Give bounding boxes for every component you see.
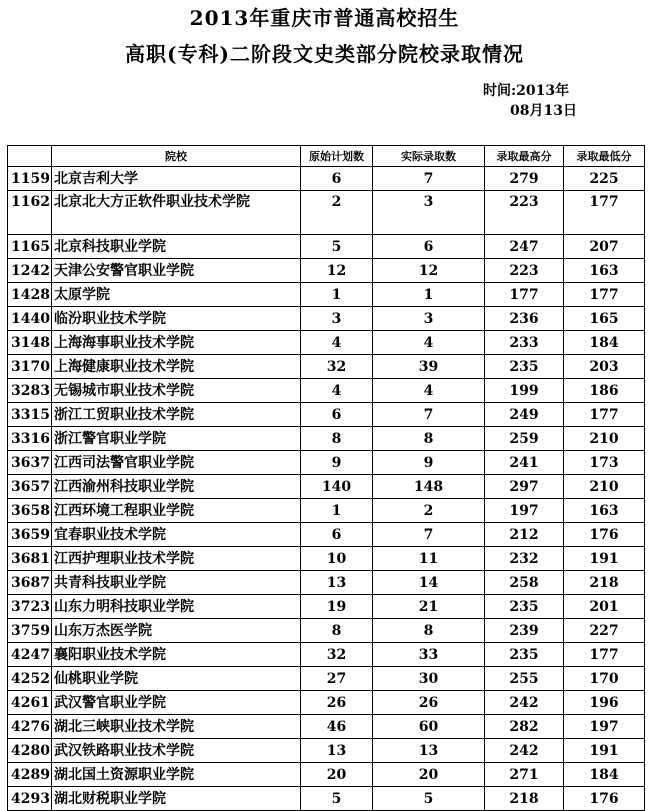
- school-code: 1242: [8, 259, 52, 283]
- school-code: 4293: [8, 787, 52, 811]
- max-score: 241: [485, 451, 564, 475]
- max-score: 197: [485, 499, 564, 523]
- school-code: 3283: [8, 379, 52, 403]
- min-score: 197: [564, 715, 645, 739]
- max-score: 233: [485, 331, 564, 355]
- planned-count: 20: [301, 763, 373, 787]
- school-code: 4261: [8, 691, 52, 715]
- school-name: 北京科技职业学院: [52, 235, 301, 259]
- school-code: 1162: [8, 191, 52, 235]
- planned-count: 26: [301, 691, 373, 715]
- max-score: 236: [485, 307, 564, 331]
- school-code: 3681: [8, 547, 52, 571]
- min-score: 173: [564, 451, 645, 475]
- min-score: 201: [564, 595, 645, 619]
- school-code: 3637: [8, 451, 52, 475]
- table-row: [8, 331, 645, 355]
- min-score: 184: [564, 763, 645, 787]
- school-name: 北京吉利大学: [52, 167, 301, 191]
- table-row: [8, 403, 645, 427]
- page-subtitle: 高职(专科)二阶段文史类部分院校录取情况: [125, 42, 524, 66]
- table-row: [8, 787, 645, 811]
- table-row: [8, 191, 645, 235]
- min-score: 163: [564, 499, 645, 523]
- school-code: 4252: [8, 667, 52, 691]
- school-code: 3148: [8, 331, 52, 355]
- min-score: 165: [564, 307, 645, 331]
- school-name: 上海健康职业技术学院: [52, 355, 301, 379]
- table-row: [8, 235, 645, 259]
- date-value: 08月13日: [510, 103, 577, 119]
- min-score: 225: [564, 167, 645, 191]
- planned-count: 32: [301, 355, 373, 379]
- admitted-count: 6: [373, 235, 485, 259]
- planned-count: 1: [301, 499, 373, 523]
- admitted-count: 4: [373, 331, 485, 355]
- admitted-count: 9: [373, 451, 485, 475]
- header-school: 院校: [52, 146, 301, 167]
- table-row: [8, 643, 645, 667]
- school-code: 4247: [8, 643, 52, 667]
- planned-count: 2: [301, 191, 373, 235]
- school-code: 3659: [8, 523, 52, 547]
- table-row: [8, 595, 645, 619]
- school-code: 3759: [8, 619, 52, 643]
- school-name: 北京北大方正软件职业技术学院: [52, 191, 301, 235]
- school-name: 上海海事职业技术学院: [52, 331, 301, 355]
- school-name: 仙桃职业学院: [52, 667, 301, 691]
- table-row: [8, 379, 645, 403]
- admitted-count: 7: [373, 403, 485, 427]
- planned-count: 4: [301, 379, 373, 403]
- admission-table: [7, 145, 645, 811]
- max-score: 271: [485, 763, 564, 787]
- planned-count: 46: [301, 715, 373, 739]
- min-score: 177: [564, 643, 645, 667]
- max-score: 212: [485, 523, 564, 547]
- school-name: 临汾职业技术学院: [52, 307, 301, 331]
- school-name: 湖北财税职业学院: [52, 787, 301, 811]
- max-score: 218: [485, 787, 564, 811]
- school-name: 江西渝州科技职业学院: [52, 475, 301, 499]
- admitted-count: 30: [373, 667, 485, 691]
- table-row: [8, 355, 645, 379]
- max-score: 242: [485, 691, 564, 715]
- planned-count: 13: [301, 739, 373, 763]
- max-score: 199: [485, 379, 564, 403]
- school-code: 3316: [8, 427, 52, 451]
- planned-count: 5: [301, 235, 373, 259]
- school-name: 宜春职业技术学院: [52, 523, 301, 547]
- school-name: 江西司法警官职业学院: [52, 451, 301, 475]
- admitted-count: 7: [373, 523, 485, 547]
- max-score: 279: [485, 167, 564, 191]
- school-code: 4289: [8, 763, 52, 787]
- min-score: 191: [564, 739, 645, 763]
- school-code: 3315: [8, 403, 52, 427]
- admitted-count: 13: [373, 739, 485, 763]
- min-score: 177: [564, 403, 645, 427]
- admitted-count: 11: [373, 547, 485, 571]
- school-name: 湖北国土资源职业学院: [52, 763, 301, 787]
- header-max-score: 录取最高分: [485, 146, 564, 167]
- max-score: 282: [485, 715, 564, 739]
- min-score: 210: [564, 427, 645, 451]
- school-name: 共青科技职业学院: [52, 571, 301, 595]
- table-row: [8, 547, 645, 571]
- min-score: 184: [564, 331, 645, 355]
- min-score: 176: [564, 787, 645, 811]
- admitted-count: 20: [373, 763, 485, 787]
- max-score: 235: [485, 355, 564, 379]
- min-score: 177: [564, 191, 645, 235]
- admitted-count: 8: [373, 619, 485, 643]
- table-row: [8, 499, 645, 523]
- table-row: [8, 475, 645, 499]
- school-code: 1440: [8, 307, 52, 331]
- school-code: 3658: [8, 499, 52, 523]
- table-row: [8, 167, 645, 191]
- max-score: 223: [485, 259, 564, 283]
- max-score: 223: [485, 191, 564, 235]
- table-row: [8, 763, 645, 787]
- school-name: 无锡城市职业技术学院: [52, 379, 301, 403]
- max-score: 247: [485, 235, 564, 259]
- planned-count: 6: [301, 403, 373, 427]
- table-row: [8, 451, 645, 475]
- page-title: 2013年重庆市普通高校招生: [189, 6, 460, 30]
- max-score: 232: [485, 547, 564, 571]
- school-code: 3723: [8, 595, 52, 619]
- max-score: 255: [485, 667, 564, 691]
- planned-count: 9: [301, 451, 373, 475]
- admitted-count: 21: [373, 595, 485, 619]
- table-row: [8, 667, 645, 691]
- table-row: [8, 427, 645, 451]
- max-score: 235: [485, 643, 564, 667]
- school-code: 1428: [8, 283, 52, 307]
- admitted-count: 39: [373, 355, 485, 379]
- planned-count: 1: [301, 283, 373, 307]
- planned-count: 32: [301, 643, 373, 667]
- min-score: 163: [564, 259, 645, 283]
- school-name: 武汉警官职业学院: [52, 691, 301, 715]
- table-row: [8, 691, 645, 715]
- school-code: 1165: [8, 235, 52, 259]
- max-score: 249: [485, 403, 564, 427]
- admitted-count: 60: [373, 715, 485, 739]
- min-score: 227: [564, 619, 645, 643]
- planned-count: 6: [301, 523, 373, 547]
- school-name: 湖北三峡职业技术学院: [52, 715, 301, 739]
- max-score: 242: [485, 739, 564, 763]
- admitted-count: 7: [373, 167, 485, 191]
- school-code: 4276: [8, 715, 52, 739]
- admitted-count: 12: [373, 259, 485, 283]
- planned-count: 3: [301, 307, 373, 331]
- max-score: 235: [485, 595, 564, 619]
- table-row: [8, 619, 645, 643]
- school-code: 3170: [8, 355, 52, 379]
- school-code: 3687: [8, 571, 52, 595]
- min-score: 218: [564, 571, 645, 595]
- min-score: 170: [564, 667, 645, 691]
- school-name: 武汉铁路职业技术学院: [52, 739, 301, 763]
- school-name: 山东万杰医学院: [52, 619, 301, 643]
- admitted-count: 1: [373, 283, 485, 307]
- school-name: 襄阳职业技术学院: [52, 643, 301, 667]
- min-score: 207: [564, 235, 645, 259]
- max-score: 177: [485, 283, 564, 307]
- school-code: 3657: [8, 475, 52, 499]
- header-code: [8, 146, 52, 167]
- planned-count: 8: [301, 619, 373, 643]
- school-name: 浙江工贸职业技术学院: [52, 403, 301, 427]
- admitted-count: 5: [373, 787, 485, 811]
- header-admitted: 实际录取数: [373, 146, 485, 167]
- admitted-count: 26: [373, 691, 485, 715]
- school-name: 江西护理职业技术学院: [52, 547, 301, 571]
- school-code: 4280: [8, 739, 52, 763]
- table-row: [8, 307, 645, 331]
- admitted-count: 3: [373, 307, 485, 331]
- min-score: 203: [564, 355, 645, 379]
- planned-count: 19: [301, 595, 373, 619]
- max-score: 259: [485, 427, 564, 451]
- min-score: 176: [564, 523, 645, 547]
- admitted-count: 2: [373, 499, 485, 523]
- max-score: 258: [485, 571, 564, 595]
- planned-count: 5: [301, 787, 373, 811]
- planned-count: 12: [301, 259, 373, 283]
- table-row: [8, 283, 645, 307]
- min-score: 210: [564, 475, 645, 499]
- school-name: 天津公安警官职业学院: [52, 259, 301, 283]
- min-score: 191: [564, 547, 645, 571]
- planned-count: 4: [301, 331, 373, 355]
- max-score: 297: [485, 475, 564, 499]
- school-name: 山东力明科技职业学院: [52, 595, 301, 619]
- planned-count: 140: [301, 475, 373, 499]
- table-row: [8, 571, 645, 595]
- min-score: 186: [564, 379, 645, 403]
- max-score: 239: [485, 619, 564, 643]
- min-score: 196: [564, 691, 645, 715]
- header-planned: 原始计划数: [301, 146, 373, 167]
- admitted-count: 148: [373, 475, 485, 499]
- min-score: 177: [564, 283, 645, 307]
- table-row: [8, 739, 645, 763]
- admitted-count: 33: [373, 643, 485, 667]
- admitted-count: 3: [373, 191, 485, 235]
- admitted-count: 4: [373, 379, 485, 403]
- table-row: [8, 259, 645, 283]
- planned-count: 10: [301, 547, 373, 571]
- date-label: 时间:2013年: [483, 83, 570, 99]
- admitted-count: 14: [373, 571, 485, 595]
- planned-count: 6: [301, 167, 373, 191]
- school-name: 太原学院: [52, 283, 301, 307]
- planned-count: 13: [301, 571, 373, 595]
- table-row: [8, 523, 645, 547]
- table-row: [8, 715, 645, 739]
- header-min-score: 录取最低分: [564, 146, 645, 167]
- table-header-row: [8, 146, 645, 167]
- school-name: 江西环境工程职业学院: [52, 499, 301, 523]
- planned-count: 8: [301, 427, 373, 451]
- admitted-count: 8: [373, 427, 485, 451]
- school-code: 1159: [8, 167, 52, 191]
- school-name: 浙江警官职业学院: [52, 427, 301, 451]
- planned-count: 27: [301, 667, 373, 691]
